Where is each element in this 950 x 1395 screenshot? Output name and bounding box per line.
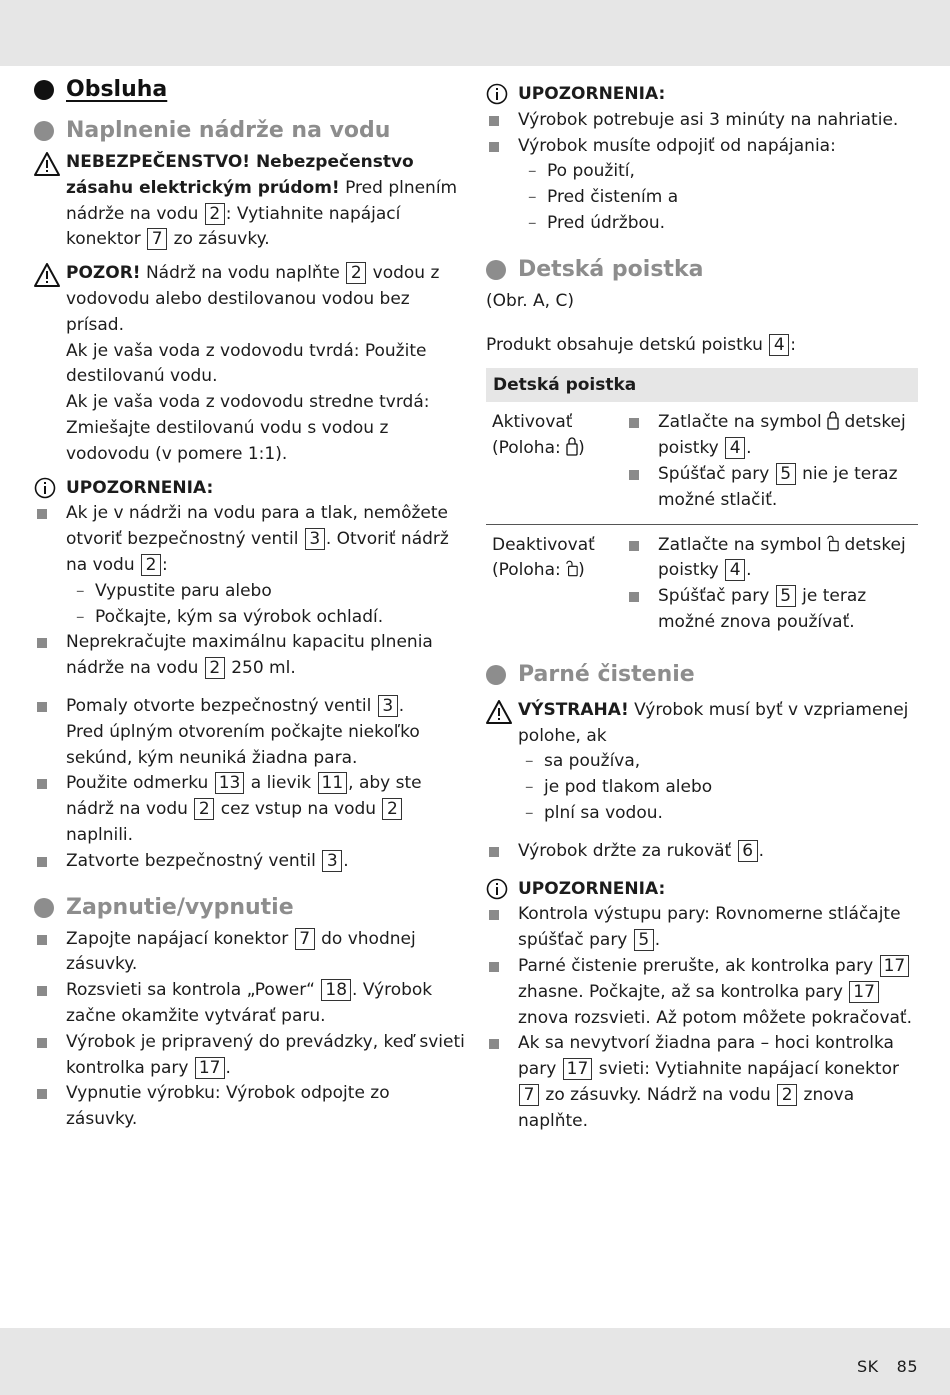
section-heading-detska-poistka: Detská poistka [486, 255, 918, 285]
list-item: Zatlačte na symbol detskej poistky 4 . [626, 533, 918, 585]
grey-bullet-icon [486, 665, 506, 685]
sub-list-item: – Po použití, [518, 159, 918, 185]
section-heading-parne-cistenie: Parné čistenie [486, 660, 918, 690]
warning-triangle-icon [34, 152, 60, 176]
list-item: Rozsvieti sa kontrola „Power“ 18 . Výrobok začne okamžite vytvárať paru. [34, 978, 466, 1030]
list-item: Vypnutie výrobku: Výrobok odpojte zo zásuvky. [34, 1081, 466, 1133]
section-heading-obsluha: Obsluha [34, 74, 466, 106]
notice-list [486, 108, 918, 237]
notice-heading: UPOZORNENIA: [34, 476, 466, 502]
sub-list-item: – Pred čistením a [518, 185, 918, 211]
page-footer [857, 1354, 918, 1380]
sub-list-item: – plní sa vodou. [515, 801, 918, 827]
list-item: Výrobok držte za rukoväť 6 . [486, 839, 918, 865]
lock-closed-icon [827, 410, 839, 430]
right-column [486, 72, 918, 1135]
ref-number: 4 [769, 334, 789, 356]
sub-list-item: – Pred údržbou. [518, 211, 918, 237]
ref-number: 17 [849, 981, 879, 1003]
sub-list [66, 579, 466, 631]
ref-number: 3 [305, 528, 325, 550]
ref-number: 2 [346, 262, 366, 284]
power-list [34, 927, 466, 1133]
child-lock-intro: Produkt obsahuje detskú poistku 4 : [486, 334, 796, 355]
ref-number: 5 [776, 585, 796, 607]
caution-line: Ak je vaša voda z vodovodu stredne tvrdá: Zmiešajte destilovanú vodu s vodou z vodovodu (v pomere 1:1). [66, 392, 430, 464]
list-item: Kontrola výstupu pary: Rovnomerne stláčajte spúšťač pary 5 . [486, 902, 918, 954]
table-row-list [626, 410, 918, 513]
sub-list [518, 159, 918, 236]
ref-number: 2 [194, 798, 214, 820]
table-row [486, 402, 918, 524]
danger-warning: NEBEZPEČENSTVO! Nebezpečenstvo zásahu elektrickým prúdom! Pred plnením nádrže na vodu 2 : Vytiahnite napájací konektor 7 zo zásuvky. [34, 150, 466, 253]
ref-number: 5 [776, 463, 796, 485]
ref-number: 2 [205, 203, 225, 225]
warning-triangle-icon [486, 700, 512, 724]
danger-warning: VÝSTRAHA! Výrobok musí byť v vzpriamenej polohe, ak – sa používa, – je pod tlakom alebo – plní sa vodou. [486, 698, 918, 827]
list-item: Použite odmerku 13 a lievik 11 , aby ste nádrž na vodu 2 cez vstup na vodu 2 naplnili. [34, 771, 466, 848]
info-icon [486, 83, 508, 105]
grey-bullet-icon [486, 260, 506, 280]
black-bullet-icon [34, 80, 54, 100]
ref-number: 5 [634, 929, 654, 951]
section-heading-naplnenie: Naplnenie nádrže na vodu [34, 116, 466, 146]
list-item: Parné čistenie prerušte, ak kontrolka pary 17 zhasne. Počkajte, až sa kontrolka pary 17 znova rozsvieti. Až potom môžete pokračovať. [486, 954, 918, 1031]
notice-list [34, 501, 466, 682]
sub-list [515, 749, 918, 826]
caution-warning: POZOR! Nádrž na vodu naplňte 2 vodou z vodovodu alebo destilovanou vodou bez prísad. Ak je vaša voda z vodovodu tvrdá: Použite destilovanú vodu. Ak je vaša voda z vodovodu stredne tvrdá: Zmiešajte destilovanú vodu s vodou z vodovodu (v pomere 1:1). [34, 261, 466, 467]
caution-line: Ak je vaša voda z vodovodu tvrdá: Použite destilovanú vodu. [66, 340, 427, 387]
ref-number: 17 [563, 1058, 593, 1080]
notice-list [486, 902, 918, 1134]
table-row-list [626, 533, 918, 636]
ref-number: 11 [318, 772, 348, 794]
figure-reference: (Obr. A, C) [486, 290, 574, 311]
list-item: Zatvorte bezpečnostný ventil 3 . [34, 849, 466, 875]
list-item: Ak je v nádrži na vodu para a tlak, nemôžete otvoriť bezpečnostný ventil 3 . Otvoriť nádrž na vodu 2 : – Vypustite paru alebo – Počkajte, kým sa výrobok ochladí. [34, 501, 466, 630]
left-column [34, 72, 466, 1133]
notice-heading: UPOZORNENIA: [486, 82, 918, 108]
ref-number: 7 [147, 228, 167, 250]
warning-triangle-icon [34, 263, 60, 287]
sub-list-item: – sa používa, [515, 749, 918, 775]
ref-number: 2 [141, 554, 161, 576]
ref-number: 6 [738, 840, 758, 862]
language-code: SK [856, 1357, 879, 1376]
table-row [486, 525, 918, 646]
info-icon [34, 477, 56, 499]
ref-number: 7 [519, 1084, 539, 1106]
lock-closed-icon [566, 436, 578, 456]
grey-bullet-icon [34, 121, 54, 141]
ref-number: 7 [295, 928, 315, 950]
sub-list-item: – Vypustite paru alebo [66, 579, 466, 605]
info-icon [486, 878, 508, 900]
section-heading-zapnutie: Zapnutie/vypnutie [34, 893, 466, 923]
ref-number: 4 [725, 437, 745, 459]
state-label: Aktivovať (Poloha: ) [492, 412, 585, 459]
table-header: Detská poistka [486, 368, 918, 402]
list-item: Výrobok je pripravený do prevádzky, keď svieti kontrolka pary 17 . [34, 1030, 466, 1082]
header-band [0, 0, 950, 66]
lock-open-icon [827, 533, 839, 553]
grey-bullet-icon [34, 898, 54, 918]
ref-number: 3 [378, 695, 398, 717]
list-item: Spúšťač pary 5 je teraz možné znova používať. [626, 584, 918, 636]
sub-list-item: – Počkajte, kým sa výrobok ochladí. [66, 605, 466, 631]
page-number: 85 [896, 1357, 918, 1376]
list-item: Neprekračujte maximálnu kapacitu plnenia nádrže na vodu 2 250 ml. [34, 630, 466, 682]
ref-number: 2 [382, 798, 402, 820]
ref-number: 17 [880, 955, 910, 977]
list-item: Výrobok potrebuje asi 3 minúty na nahriatie. [486, 108, 918, 134]
list-item: Spúšťač pary 5 nie je teraz možné stlačiť. [626, 462, 918, 514]
list-item: Zatlačte na symbol detskej poistky 4 . [626, 410, 918, 462]
hold-list [486, 839, 918, 865]
sub-list-item: – je pod tlakom alebo [515, 775, 918, 801]
lock-open-icon [566, 558, 578, 578]
footer-band [0, 1328, 950, 1395]
ref-number: 2 [777, 1084, 797, 1106]
state-label: Deaktivovať (Poloha: ) [492, 534, 595, 581]
ref-number: 13 [215, 772, 245, 794]
ref-number: 2 [205, 657, 225, 679]
ref-number: 3 [322, 850, 342, 872]
ref-number: 4 [725, 559, 745, 581]
ref-number: 17 [195, 1057, 225, 1079]
list-item: Ak sa nevytvorí žiadna para – hoci kontrolka pary 17 svieti: Vytiahnite napájací konektor 7 zo zásuvky. Nádrž na vodu 2 znova naplňte. [486, 1031, 918, 1134]
list-item: Výrobok musíte odpojiť od napájania: – Po použití, – Pred čistením a – Pred údržbou. [486, 134, 918, 237]
ref-number: 18 [321, 979, 351, 1001]
list-item: Pomaly otvorte bezpečnostný ventil 3 . Pred úplným otvorením počkajte niekoľko sekúnd, kým neuniká žiadna para. [34, 694, 466, 771]
list-item: Zapojte napájací konektor 7 do vhodnej zásuvky. [34, 927, 466, 979]
steps-list [34, 694, 466, 875]
notice-heading: UPOZORNENIA: [486, 877, 918, 903]
